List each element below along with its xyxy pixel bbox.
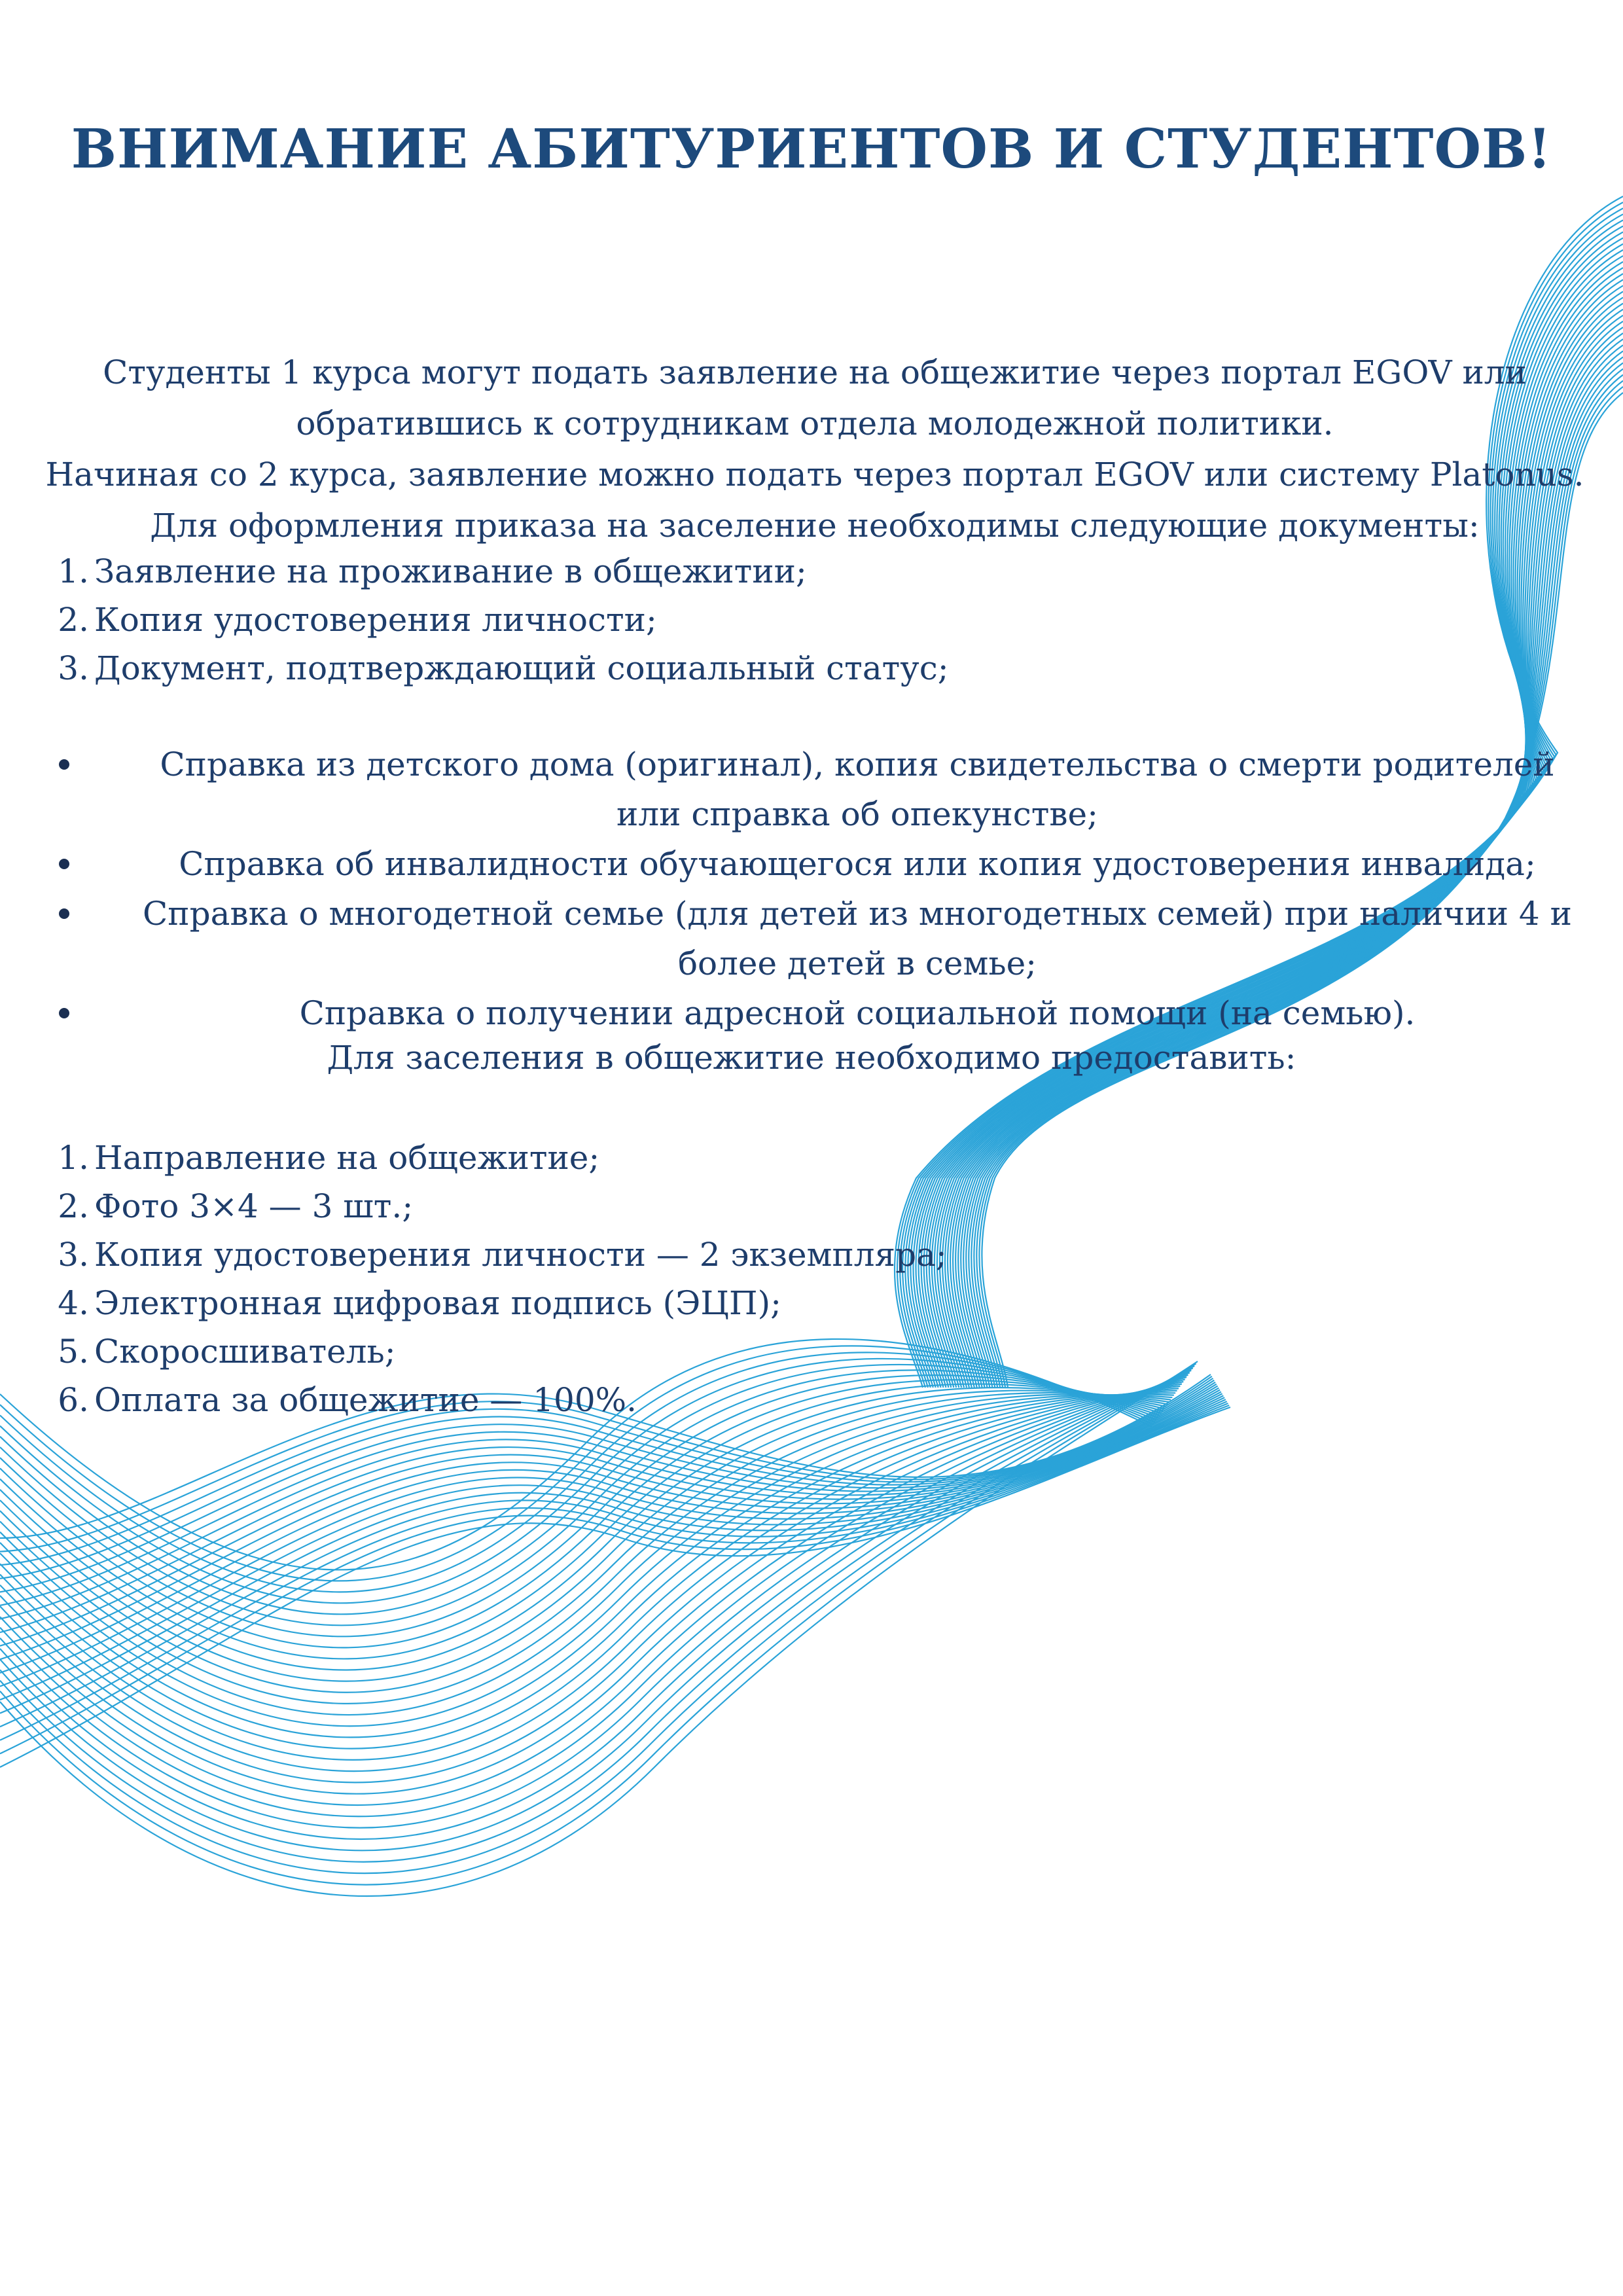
- bullet-item: [52, 839, 1590, 889]
- settlement-heading: Для заселения в общежитие необходимо предоставить:: [327, 1039, 1296, 1077]
- bullet-item: [52, 889, 1590, 988]
- intro-paragraph-documents-heading: Для оформления приказа на заселение необходимы следующие документы:: [150, 507, 1480, 545]
- list-item: [52, 1134, 1296, 1182]
- list-item-number: 3.: [58, 649, 89, 687]
- list-item-number: 1.: [58, 1139, 89, 1177]
- list-item: [52, 547, 1296, 596]
- bullet-item: [52, 988, 1590, 1038]
- bullet-item-text: Справка из детского дома (оригинал), копия свидетельства о смерти родителей или справка об опекунстве;: [160, 745, 1555, 833]
- list-item-text: Заявление на проживание в общежитии;: [94, 552, 807, 590]
- list-item-text: Оплата за общежитие — 100%.: [94, 1381, 637, 1419]
- list-item-text: Электронная цифровая подпись (ЭЦП);: [94, 1284, 781, 1322]
- bullet-dot-icon: [59, 908, 69, 919]
- bullet-item-text: Справка о многодетной семье (для детей из многодетных семей) при наличии 4 и более детей в семье;: [143, 895, 1572, 982]
- list-item-text: Направление на общежитие;: [94, 1139, 600, 1177]
- intro-text: [39, 347, 1590, 551]
- list-item: [52, 596, 1296, 644]
- list-item-number: 5.: [58, 1333, 89, 1371]
- list-item-number: 3.: [58, 1236, 89, 1274]
- intro-paragraph-second-year: Начиная со 2 курса, заявление можно подать через портал EGOV или систему Platonus.: [45, 456, 1584, 493]
- list-item-number: 1.: [58, 552, 89, 590]
- documents-list: [52, 547, 1296, 692]
- intro-paragraph-first-year: Студенты 1 курса могут подать заявление на общежитие через портал EGOV или обратившись к сотрудникам отдела молодежной политики.: [103, 353, 1527, 442]
- list-item-number: 6.: [58, 1381, 89, 1419]
- list-item: [52, 644, 1296, 692]
- list-item-text: Скоросшиватель;: [94, 1333, 396, 1371]
- list-item-number: 2.: [58, 1187, 89, 1225]
- page-title: ВНИМАНИЕ АБИТУРИЕНТОВ И СТУДЕНТОВ!: [71, 118, 1552, 181]
- bullet-item-text: Справка о получении адресной социальной помощи (на семью).: [299, 994, 1416, 1032]
- bullet-dot-icon: [59, 1008, 69, 1018]
- bullet-item: [52, 740, 1590, 839]
- list-item-text: Копия удостоверения личности — 2 экземпляра;: [94, 1236, 947, 1274]
- list-item-number: 2.: [58, 601, 89, 639]
- bullet-item-text: Справка об инвалидности обучающегося или копия удостоверения инвалида;: [179, 845, 1536, 883]
- list-item: [52, 1182, 1296, 1230]
- settlement-list: [52, 1134, 1296, 1424]
- list-item-text: Фото 3×4 — 3 шт.;: [94, 1187, 414, 1225]
- list-item: [52, 1327, 1296, 1376]
- list-item-text: Копия удостоверения личности;: [94, 601, 657, 639]
- social-status-list: [52, 740, 1590, 1038]
- list-item-number: 4.: [58, 1284, 89, 1322]
- list-item: [52, 1376, 1296, 1424]
- bullet-dot-icon: [59, 759, 69, 770]
- bullet-dot-icon: [59, 859, 69, 869]
- list-item: [52, 1279, 1296, 1327]
- list-item-text: Документ, подтверждающий социальный статус;: [94, 649, 949, 687]
- list-item: [52, 1230, 1296, 1279]
